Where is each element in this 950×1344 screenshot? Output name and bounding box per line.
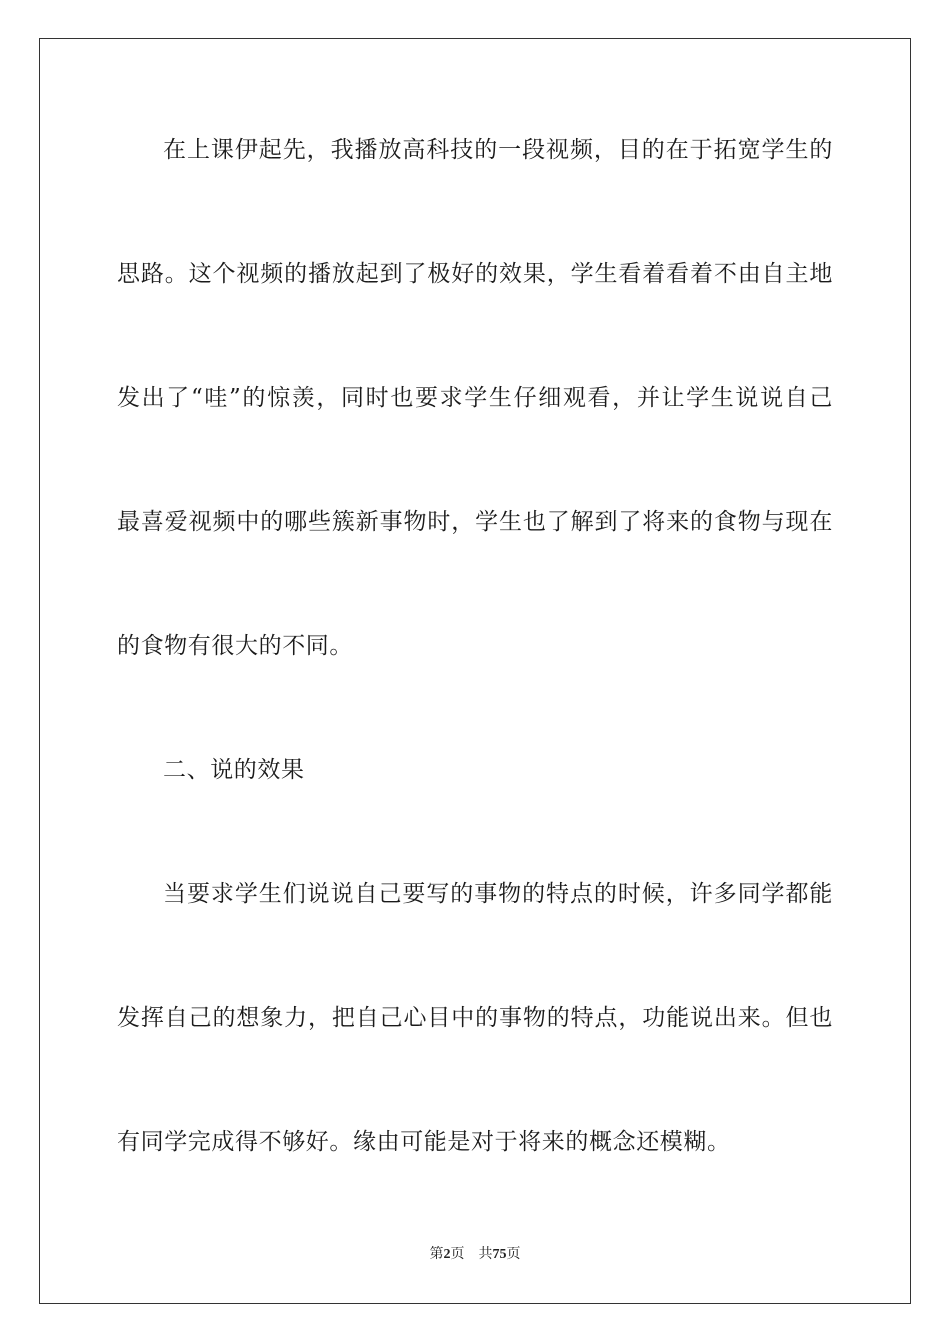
paragraph-line: 发挥自己的想象力，把自己心目中的事物的特点，功能说出来。但也	[117, 1005, 833, 1031]
paragraph-line: 发出了“哇”的惊羡，同时也要求学生仔细观看，并让学生说说自己	[117, 385, 833, 411]
page-number: 2	[443, 1247, 451, 1262]
paragraph-line: 最喜爱视频中的哪些簇新事物时，学生也了解到了将来的食物与现在	[117, 509, 833, 535]
page-prefix: 第	[429, 1247, 444, 1262]
paragraph-line: 的食物有很大的不同。	[117, 633, 353, 659]
total-prefix: 共	[478, 1247, 493, 1262]
section-heading: 二、说的效果	[163, 757, 305, 783]
paragraph-line: 当要求学生们说说自己要写的事物的特点的时候，许多同学都能	[163, 881, 833, 907]
total-suffix: 页	[506, 1247, 521, 1262]
paragraph-line: 在上课伊起先，我播放高科技的一段视频，目的在于拓宽学生的	[163, 137, 833, 163]
page-suffix: 页	[450, 1247, 465, 1262]
page-border	[39, 38, 911, 1304]
paragraph-line: 有同学完成得不够好。缘由可能是对于将来的概念还模糊。	[117, 1129, 731, 1155]
total-pages: 75	[492, 1247, 507, 1262]
paragraph-line: 思路。这个视频的播放起到了极好的效果，学生看着看着不由自主地	[117, 261, 833, 287]
page-footer	[0, 1246, 950, 1264]
